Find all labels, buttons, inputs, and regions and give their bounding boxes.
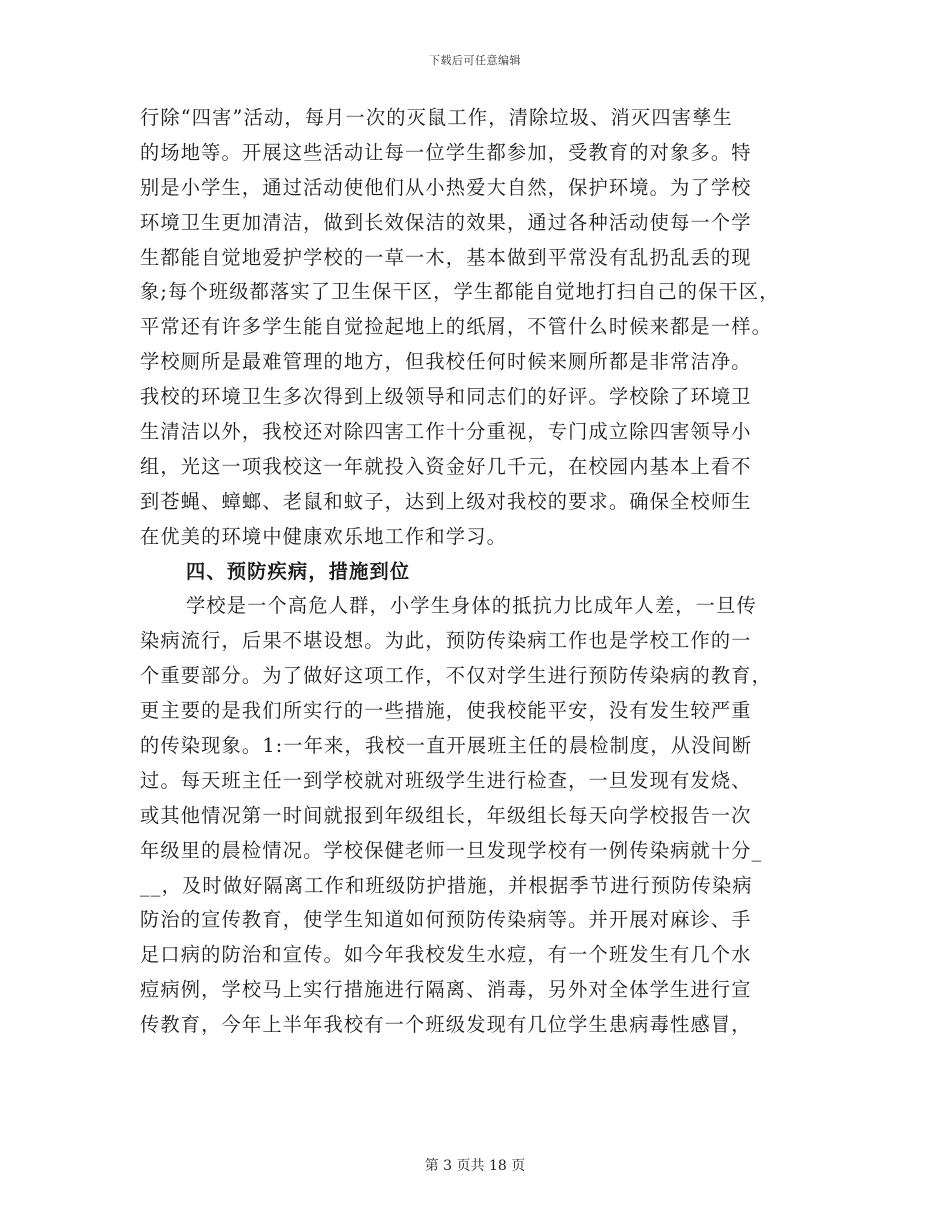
text-line: 染病流行，后果不堪设想。为此，预防传染病工作也是学校工作的一 — [140, 629, 752, 653]
text-line: 行除“四害”活动，每月一次的灭鼠工作，清除垃圾、消灭四害孳生 — [140, 106, 733, 129]
text-line: 平常还有许多学生能自觉捡起地上的纸屑，不管什么时候来都是一样。 — [140, 315, 773, 339]
text-line: 防治的宣传教育，使学生知道如何预防传染病等。并开展对麻诊、手 — [140, 908, 752, 932]
page-header: 下载后可任意编辑 — [429, 54, 521, 67]
text-line: 痘病例，学校马上实行措施进行隔离、消毒，另外对全体学生进行宣 — [140, 978, 752, 1002]
text-line: 学校是一个高危人群，小学生身体的抵抗力比成年人差，一旦传 — [186, 594, 757, 618]
text-line: 象;每个班级都落实了卫生保干区，学生都能自觉地打扫自己的保干区， — [140, 280, 780, 304]
text-line: 或其他情况第一时间就报到年级组长，年级组长每天向学校报告一次 — [140, 803, 752, 827]
text-line: 个重要部分。为了做好这项工作，不仅对学生进行预防传染病的教育， — [140, 664, 773, 688]
text-line: 别是小学生，通过活动使他们从小热爱大自然，保护环境。为了学校 — [140, 175, 752, 199]
text-line: 生清洁以外，我校还对除四害工作十分重视，专门成立除四害领导小 — [140, 420, 752, 444]
text-line: __，及时做好隔离工作和班级防护措施，并根据季节进行预防传染病 — [140, 873, 753, 897]
text-line: 更主要的是我们所实行的一些措施，使我校能平安，没有发生较严重 — [140, 699, 752, 723]
text-line: 环境卫生更加清洁，做到长效保洁的效果，通过各种活动使每一个学 — [140, 210, 752, 234]
text-line: 传教育，今年上半年我校有一个班级发现有几位学生患病毒性感冒， — [140, 1013, 752, 1037]
text-line: 的场地等。开展这些活动让每一位学生都参加，受教育的对象多。特 — [140, 140, 752, 164]
text-line: 的传染现象。1:一年来，我校一直开展班主任的晨检制度，从没间断 — [140, 734, 753, 758]
section-heading: 四、预防疾病，措施到位 — [186, 559, 411, 583]
text-line: 我校的环境卫生多次得到上级领导和同志们的好评。学校除了环境卫 — [140, 385, 752, 409]
text-line: 过。每天班主任一到学校就对班级学生进行检查，一旦发现有发烧、 — [140, 768, 752, 792]
text-line: 学校厕所是最难管理的地方，但我校任何时候来厕所都是非常洁净。 — [140, 350, 752, 374]
page-number: 第 3 页共 18 页 — [424, 1158, 526, 1174]
text-line: 组，光这一项我校这一年就投入资金好几千元，在校园内基本上看不 — [140, 454, 752, 478]
document-body — [140, 101, 840, 1043]
text-line: 到苍蝇、蟑螂、老鼠和蚊子，达到上级对我校的要求。确保全校师生 — [140, 489, 752, 513]
text-line: 生都能自觉地爱护学校的一草一木，基本做到平常没有乱扔乱丢的现 — [140, 245, 752, 269]
text-line: 足口病的防治和宣传。如今年我校发生水痘，有一个班发生有几个水 — [140, 943, 752, 967]
text-line: 在优美的环境中健康欢乐地工作和学习。 — [140, 524, 507, 548]
text-line: 年级里的晨检情况。学校保健老师一旦发现学校有一例传染病就十分_ — [140, 838, 763, 862]
